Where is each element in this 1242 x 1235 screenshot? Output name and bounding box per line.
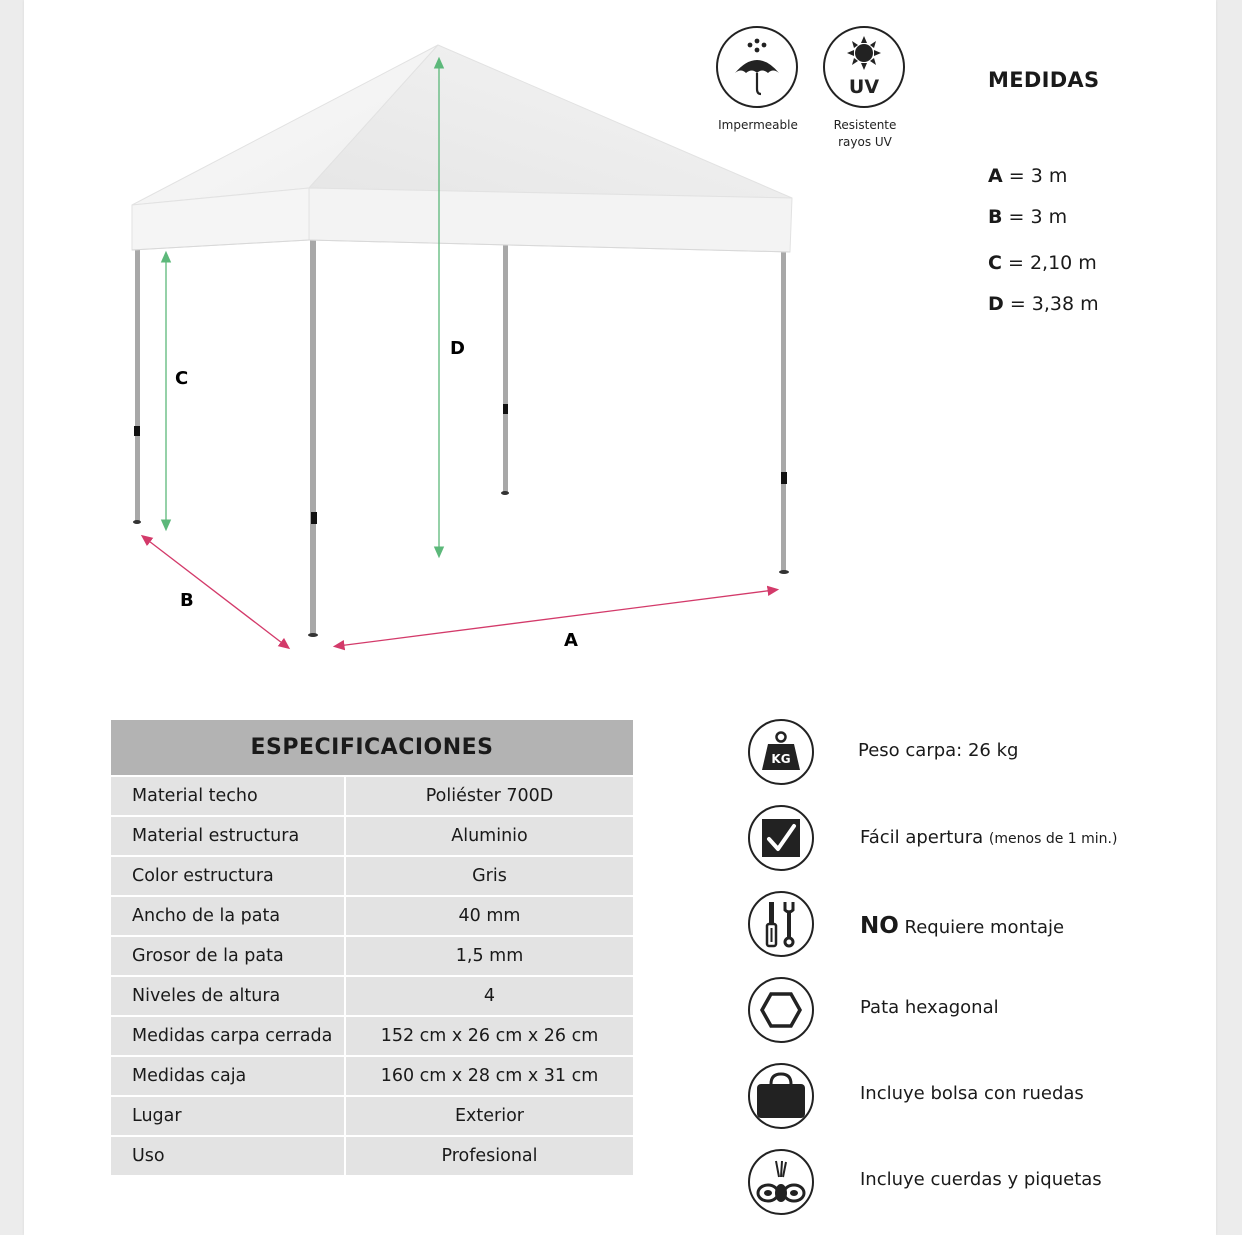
feature-ropes: Incluye cuerdas y piquetas — [860, 1169, 1102, 1190]
spec-row — [111, 1136, 633, 1176]
spec-label: Uso — [111, 1136, 345, 1176]
spec-value: 160 cm x 28 cm x 31 cm — [345, 1056, 633, 1096]
spec-label: Ancho de la pata — [111, 896, 345, 936]
svg-text:UV: UV — [848, 76, 880, 98]
feature-no-assembly-emphasis: NO — [860, 913, 899, 939]
spec-row — [111, 1096, 633, 1136]
measure-b: B = 3 m — [988, 206, 1068, 228]
badge-caption-uv — [820, 117, 910, 151]
tent-roof — [132, 45, 792, 252]
spec-title: ESPECIFICACIONES — [111, 720, 633, 776]
tools-icon — [748, 891, 814, 957]
weight-kg-icon — [748, 719, 814, 785]
spec-value: Profesional — [345, 1136, 633, 1176]
spec-label: Color estructura — [111, 856, 345, 896]
feature-no-assembly — [860, 913, 1064, 939]
dim-label-a: A — [564, 630, 578, 651]
medidas-title: MEDIDAS — [988, 68, 1100, 92]
spec-row — [111, 856, 633, 896]
feature-bag: Incluye bolsa con ruedas — [860, 1083, 1084, 1104]
spec-row — [111, 1056, 633, 1096]
spec-label: Material techo — [111, 776, 345, 816]
dim-label-c: C — [175, 368, 189, 389]
feature-easy-open-note: (menos de 1 min.) — [988, 831, 1118, 847]
hexagon-icon — [748, 977, 814, 1043]
spec-value: Gris — [345, 856, 633, 896]
product-sheet — [24, 0, 1216, 1235]
spec-value: 40 mm — [345, 896, 633, 936]
rope-stakes-icon — [748, 1149, 814, 1215]
measure-d: D = 3,38 m — [988, 293, 1099, 315]
spec-value: 4 — [345, 976, 633, 1016]
spec-label: Lugar — [111, 1096, 345, 1136]
svg-text:KG: KG — [771, 752, 791, 766]
spec-row — [111, 816, 633, 856]
spec-row — [111, 936, 633, 976]
feature-hex-leg: Pata hexagonal — [860, 997, 999, 1018]
feature-no-assembly-text: Requiere montaje — [898, 917, 1065, 938]
spec-row — [111, 896, 633, 936]
spec-value: Poliéster 700D — [345, 776, 633, 816]
badge-caption-uv-line1: Resistente — [833, 118, 897, 132]
feature-weight: Peso carpa: 26 kg — [858, 740, 1019, 761]
bag-icon — [748, 1063, 814, 1129]
spec-label: Material estructura — [111, 816, 345, 856]
tent-legs — [133, 240, 789, 637]
spec-label: Medidas carpa cerrada — [111, 1016, 345, 1056]
spec-value: 1,5 mm — [345, 936, 633, 976]
spec-header-row — [111, 720, 633, 776]
spec-row — [111, 1016, 633, 1056]
width-arrow-b — [145, 538, 286, 646]
measure-a: A = 3 m — [988, 165, 1068, 187]
spec-label: Grosor de la pata — [111, 936, 345, 976]
width-arrow-a — [338, 590, 774, 646]
spec-value: Exterior — [345, 1096, 633, 1136]
spec-label: Niveles de altura — [111, 976, 345, 1016]
badge-caption-uv-line2: rayos UV — [838, 135, 892, 149]
feature-easy-open — [860, 827, 1117, 848]
dim-label-d: D — [450, 338, 465, 359]
spec-label: Medidas caja — [111, 1056, 345, 1096]
feature-easy-open-text: Fácil apertura — [860, 827, 984, 848]
checkbox-icon — [748, 805, 814, 871]
dim-label-b: B — [180, 590, 194, 611]
sun-uv-icon — [823, 26, 905, 108]
measure-c: C = 2,10 m — [988, 252, 1097, 274]
badge-caption-waterproof: Impermeable — [718, 118, 798, 132]
spec-row — [111, 776, 633, 816]
tent-diagram — [24, 0, 824, 680]
spec-value: Aluminio — [345, 816, 633, 856]
umbrella-rain-icon — [716, 26, 798, 108]
spec-table — [111, 720, 633, 1177]
spec-row — [111, 976, 633, 1016]
spec-value: 152 cm x 26 cm x 26 cm — [345, 1016, 633, 1056]
